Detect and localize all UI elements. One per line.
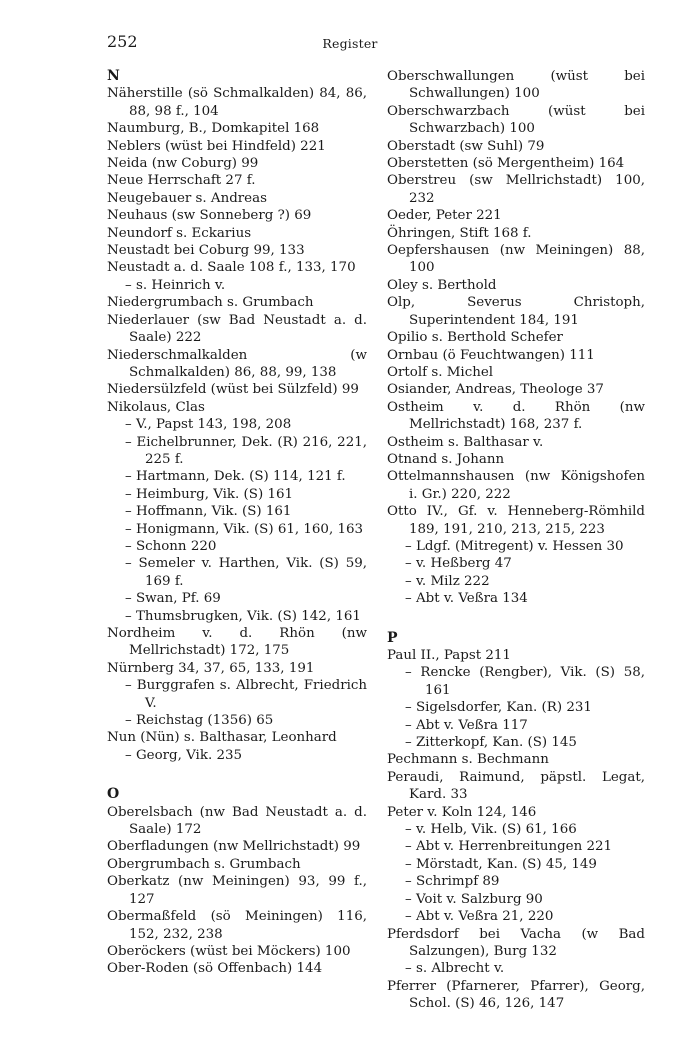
index-subentry: – v. Heßberg 47	[405, 556, 512, 572]
index-entry: Neugebauer s. Andreas	[107, 190, 267, 206]
index-entry: Nürnberg 34, 37, 65, 133, 191	[107, 660, 315, 676]
index-entry: Oberfladungen (nw Mellrichstadt) 99	[107, 839, 361, 855]
index-entry: Oberstreu (sw Mellrichstadt) 100, 232	[387, 173, 645, 206]
index-entry: Obergrumbach s. Grumbach	[107, 856, 301, 872]
index-entry: Peraudi, Raimund, päpstl. Legat, Kard. 33	[387, 769, 645, 803]
index-entry: Neundorf s. Eckarius	[107, 225, 252, 241]
index-entry: Niedersülzfeld (wüst bei Sülzfeld) 99	[107, 382, 359, 398]
index-entry: Neustadt bei Coburg 99, 133	[107, 243, 305, 259]
index-subentry: – Voit v. Salzburg 90	[405, 891, 543, 907]
index-subentry: – Abt v. Veßra 117	[405, 717, 528, 733]
index-subentry: – Schrimpf 89	[405, 874, 500, 890]
index-entry: Oley s. Berthold	[387, 277, 497, 293]
index-entry: Ober-Roden (sö Offenbach) 144	[107, 961, 323, 977]
index-subentry: – Honigmann, Vik. (S) 61, 160, 163	[125, 521, 364, 537]
index-entry: Oeder, Peter 221	[387, 208, 502, 224]
index-entry: Niedergrumbach s. Grumbach	[107, 295, 314, 311]
index-subentry: – Swan, Pf. 69	[125, 591, 221, 607]
section-letter-heading: O	[107, 786, 120, 803]
running-head: Register	[322, 36, 378, 51]
index-entry: Otnand s. Johann	[387, 451, 505, 467]
index-entry: Opilio s. Berthold Schefer	[387, 330, 563, 346]
section-gap	[107, 764, 367, 786]
index-entry: Pferdsdorf bei Vacha (w Bad Salzungen), Burg 132	[387, 926, 645, 959]
index-column-right	[387, 68, 645, 1013]
section-gap	[387, 608, 645, 630]
index-subentry: – v. Helb, Vik. (S) 61, 166	[405, 822, 577, 838]
section-letter-heading: N	[107, 68, 120, 84]
index-entry: Nun (Nün) s. Balthasar, Leonhard	[107, 730, 337, 746]
index-entry: Neue Herrschaft 27 f.	[107, 173, 256, 189]
index-subentry: – Semeler v. Harthen, Vik. (S) 59, 169 f.	[125, 556, 367, 589]
index-entry: Naumburg, B., Domkapitel 168	[107, 121, 320, 137]
index-entry: Ostheim s. Balthasar v.	[387, 434, 544, 450]
index-entry: Paul II., Papst 211	[387, 648, 511, 663]
index-subentry: – Mörstadt, Kan. (S) 45, 149	[405, 856, 597, 872]
index-entry: Ornbau (ö Feuchtwangen) 111	[387, 347, 595, 363]
index-entry: Neustadt a. d. Saale 108 f., 133, 170	[107, 260, 356, 276]
index-entry: Pferrer (Pfarnerer, Pfarrer), Georg, Schol. (S) 46, 126, 147	[387, 978, 645, 1012]
index-subentry: – Abt v. Veßra 134	[405, 591, 528, 607]
index-subentry: – s. Heinrich v.	[125, 277, 226, 293]
index-entry: Otto IV., Gf. v. Henneberg-Römhild 189, 191, 210, 213, 215, 223	[387, 504, 645, 537]
index-subentry: – Zitterkopf, Kan. (S) 145	[405, 735, 577, 751]
index-entry: Nordheim v. d. Rhön (nw Mellrichstadt) 172, 175	[107, 626, 367, 659]
index-entry: Oberkatz (nw Meiningen) 93, 99 f., 127	[107, 874, 367, 907]
index-subentry: – Heimburg, Vik. (S) 161	[125, 486, 293, 502]
index-entry: Neida (nw Coburg) 99	[107, 156, 259, 172]
index-entry: Olp, Severus Christoph, Superintendent 184, 191	[387, 295, 645, 328]
index-subentry: – Hartmann, Dek. (S) 114, 121 f.	[125, 469, 346, 485]
index-entry: Näherstille (sö Schmalkalden) 84, 86, 88, 98 f., 104	[107, 86, 367, 119]
index-subentry: – Schonn 220	[125, 538, 217, 554]
index-entry: Peter v. Koln 124, 146	[387, 804, 537, 820]
index-entry: Oberelsbach (nw Bad Neustadt a. d. Saale) 172	[107, 804, 367, 838]
index-subentry: – Reichstag (1356) 65	[125, 713, 274, 729]
index-entry: Oberöckers (wüst bei Möckers) 100	[107, 943, 351, 959]
index-column-left	[107, 68, 367, 978]
index-subentry: – Eichelbrunner, Dek. (R) 216, 221, 225 f.	[125, 434, 367, 467]
index-entry: Ostheim v. d. Rhön (nw Mellrichstadt) 168, 237 f.	[387, 399, 645, 433]
index-entry: Niederlauer (sw Bad Neustadt a. d. Saale) 222	[107, 312, 367, 346]
section-letter-heading: P	[387, 629, 398, 646]
index-entry: Ortolf s. Michel	[387, 364, 494, 380]
index-entry: Oberstetten (sö Mergentheim) 164	[387, 156, 625, 172]
index-subentry: – Burggrafen s. Albrecht, Friedrich V.	[125, 678, 367, 711]
index-subentry: – Abt v. Veßra 21, 220	[405, 909, 554, 925]
index-entry: Nikolaus, Clas	[107, 399, 205, 415]
index-entry: Niederschmalkalden (w Schmalkalden) 86, 88, 99, 138	[107, 347, 367, 380]
index-entry: Neblers (wüst bei Hindfeld) 221	[107, 138, 326, 154]
index-subentry: – s. Albrecht v.	[405, 961, 505, 977]
index-entry: Oberschwarzbach (wüst bei Schwarzbach) 100	[387, 103, 645, 137]
index-entry: Obermaßfeld (sö Meiningen) 116, 152, 232, 238	[107, 909, 367, 942]
index-subentry: – Thumsbrugken, Vik. (S) 142, 161	[125, 608, 361, 624]
index-entry: Ottelmannshausen (nw Königshofen i. Gr.) 220, 222	[387, 469, 645, 502]
page-number: 252	[107, 32, 138, 51]
index-entry: Neuhaus (sw Sonneberg ?) 69	[107, 208, 312, 224]
index-subentry: – V., Papst 143, 198, 208	[125, 417, 292, 433]
index-entry: Öhringen, Stift 168 f.	[387, 225, 532, 241]
index-entry: Oepfershausen (nw Meiningen) 88, 100	[387, 243, 645, 276]
index-subentry: – v. Milz 222	[405, 573, 490, 589]
index-entry: Pechmann s. Bechmann	[387, 752, 549, 768]
index-subentry: – Sigelsdorfer, Kan. (R) 231	[405, 700, 592, 716]
index-subentry: – Ldgf. (Mitregent) v. Hessen 30	[405, 538, 624, 554]
index-entry: Oberschwallungen (wüst bei Schwallungen) 100	[387, 69, 645, 102]
index-entry: Oberstadt (sw Suhl) 79	[387, 138, 545, 154]
index-entry: Osiander, Andreas, Theologe 37	[387, 382, 604, 398]
index-subentry: – Abt v. Herrenbreitungen 221	[405, 839, 613, 855]
index-subentry: – Rencke (Rengber), Vik. (S) 58, 161	[405, 665, 645, 698]
index-subentry: – Georg, Vik. 235	[125, 747, 243, 763]
index-subentry: – Hoffmann, Vik. (S) 161	[125, 504, 292, 520]
